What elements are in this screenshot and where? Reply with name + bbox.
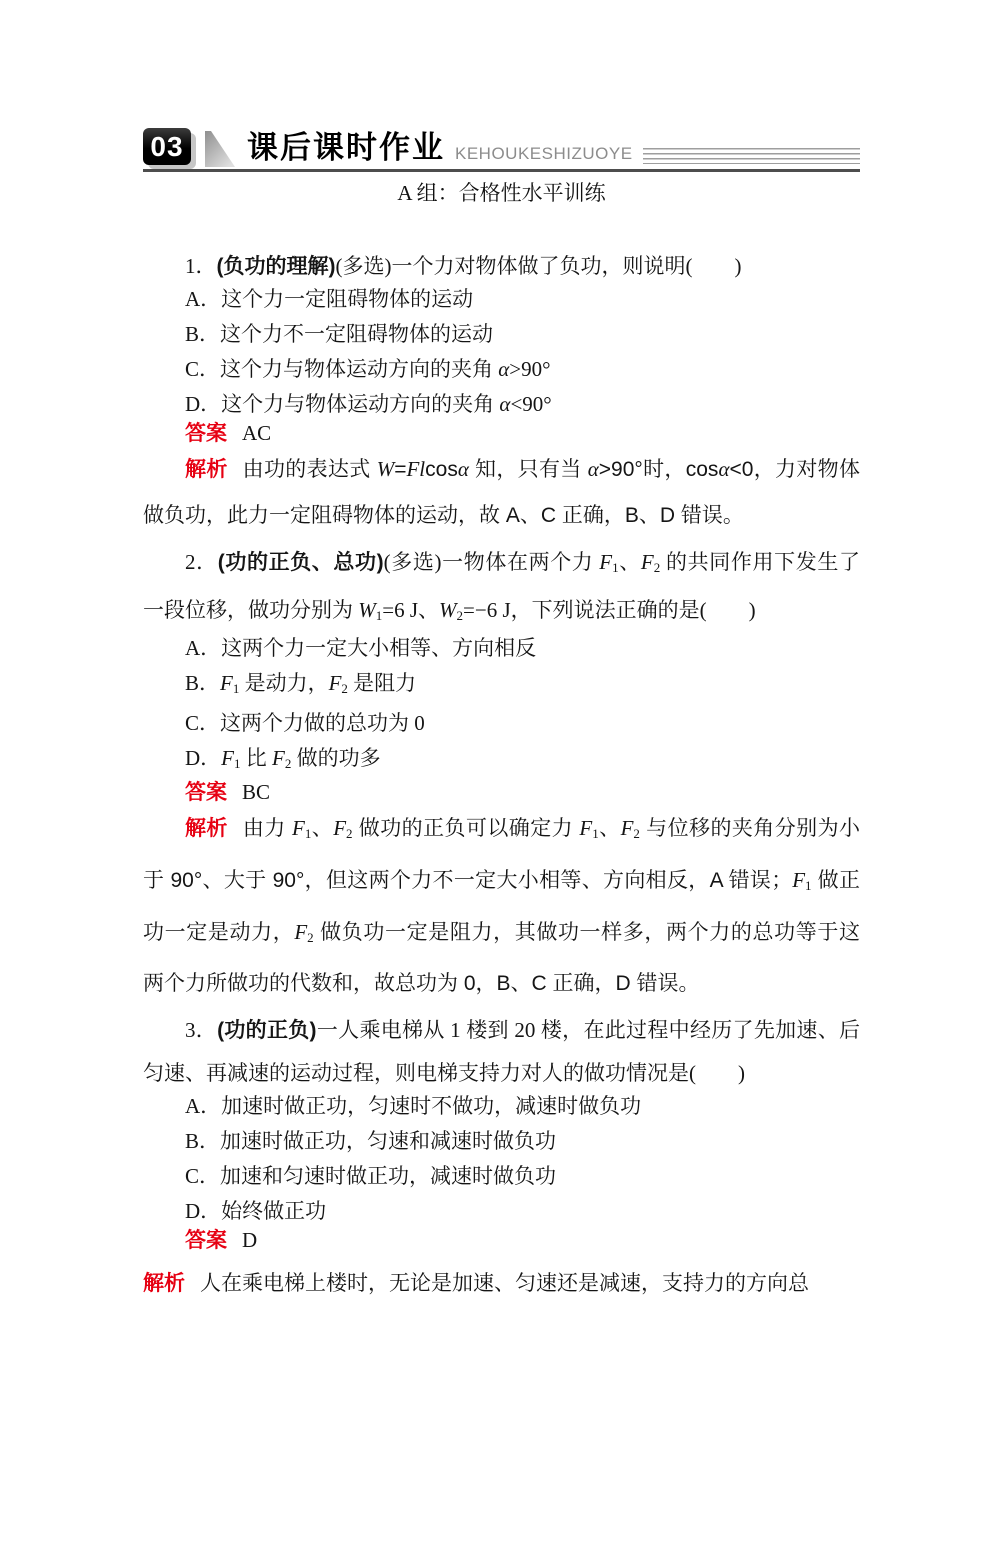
banner-subtitle-pinyin: KEHOUKESHIZUOYE: [455, 144, 633, 163]
group-title: A 组：合格性水平训练: [397, 181, 606, 205]
question-2-answer: BC: [242, 780, 271, 804]
question-3: [143, 1009, 860, 1307]
banner-rule: [143, 169, 860, 172]
question-1-analysis: [143, 446, 860, 539]
question-3-options: [143, 1089, 860, 1229]
banner-stripe-lines: [643, 148, 860, 164]
question-3-stem: 3．(功的正负)一人乘电梯从 1 楼到 20 楼，在此过程中经历了先加速、后匀速、再减速的运动过程，则电梯支持力对人的做功情况是( ): [143, 1018, 861, 1085]
section-banner: [143, 128, 860, 168]
worksheet-page: [0, 128, 1000, 1542]
question-3-answer: D: [242, 1228, 258, 1252]
analysis-label: 解析: [185, 458, 228, 481]
question-2-option-b: B．$F_1$ 是动力，$F_2$ 是阻力: [185, 671, 417, 696]
section-number-badge: [143, 128, 197, 168]
analysis-label: 解析: [185, 817, 228, 840]
question-2-stem: 2．(功的正负、总功)(多选)一物体在两个力 $F_1$、$F_2$ 的共同作用下发生了一段位移，做功分别为 $W_1=6$ J、$W_2=-6$ J，下列说法正确的是( ): [143, 550, 860, 623]
question-3-option-b: B．加速时做正功，匀速和减速时做负功: [185, 1129, 557, 1153]
banner-title: 课后课时作业: [247, 130, 445, 165]
question-3-option-c: C．加速和匀速时做正功，减速时做负功: [185, 1164, 557, 1188]
answer-label: 答案: [185, 422, 227, 445]
question-2-analysis-text: 由力 $F_1$、$F_2$ 做功的正负可以确定力 $F_1$、$F_2$ 与位移的夹角分别为小于 90°、大于 90°，但这两个力不一定大小相等、方向相反，A 错误；$F_1$ 做正功一定是动力，$F_2$ 做负功一定是阻力，其做功一样多，两个力的总功等于这两个力所做功的代数和，故总功为 0，B、C 正确，D 错误。: [143, 816, 861, 995]
banner-wedge-decoration: [205, 131, 235, 167]
question-1-analysis-text: 由功的表达式 W=Flcosα 知，只有当 α>90°时，cosα<0，力对物体做负功，此力一定阻碍物体的运动，故 A、C 正确，B、D 错误。: [143, 457, 860, 527]
question-1-option-d: D．这个力与物体运动方向的夹角 α<90°: [185, 392, 552, 416]
answer-label: 答案: [185, 781, 227, 804]
question-3-option-a: A．加速时做正功，匀速时不做功，减速时做负功: [185, 1094, 642, 1118]
question-2-analysis: [143, 805, 860, 1007]
question-1-option-b: B．这个力不一定阻碍物体的运动: [185, 322, 494, 346]
question-2-option-d: D．$F_1$ 比 $F_2$ 做的功多: [185, 746, 381, 771]
question-2-option-a: A．这两个力一定大小相等、方向相反: [185, 636, 537, 660]
question-1: [143, 245, 860, 539]
question-1-option-a: A．这个力一定阻碍物体的运动: [185, 287, 474, 311]
section-number: 03: [143, 128, 191, 165]
question-1-stem: 1．(负功的理解)(多选)一个力对物体做了负功，则说明( ): [185, 254, 742, 278]
question-1-option-c: C．这个力与物体运动方向的夹角 α>90°: [185, 357, 551, 381]
answer-label: 答案: [185, 1229, 227, 1252]
question-2-options: [143, 631, 860, 781]
question-2-option-c: C．这两个力做的总功为 0: [185, 711, 425, 735]
question-3-analysis-text: 人在乘电梯上楼时，无论是加速、匀速还是减速，支持力的方向总: [200, 1272, 809, 1295]
question-3-option-d: D．始终做正功: [185, 1199, 327, 1223]
question-1-answer: AC: [242, 421, 272, 445]
question-3-answer-row: [143, 1223, 860, 1258]
question-3-analysis: [143, 1261, 860, 1307]
question-2: [143, 541, 860, 1007]
analysis-label: 解析: [143, 1272, 185, 1295]
question-1-options: [143, 282, 860, 422]
